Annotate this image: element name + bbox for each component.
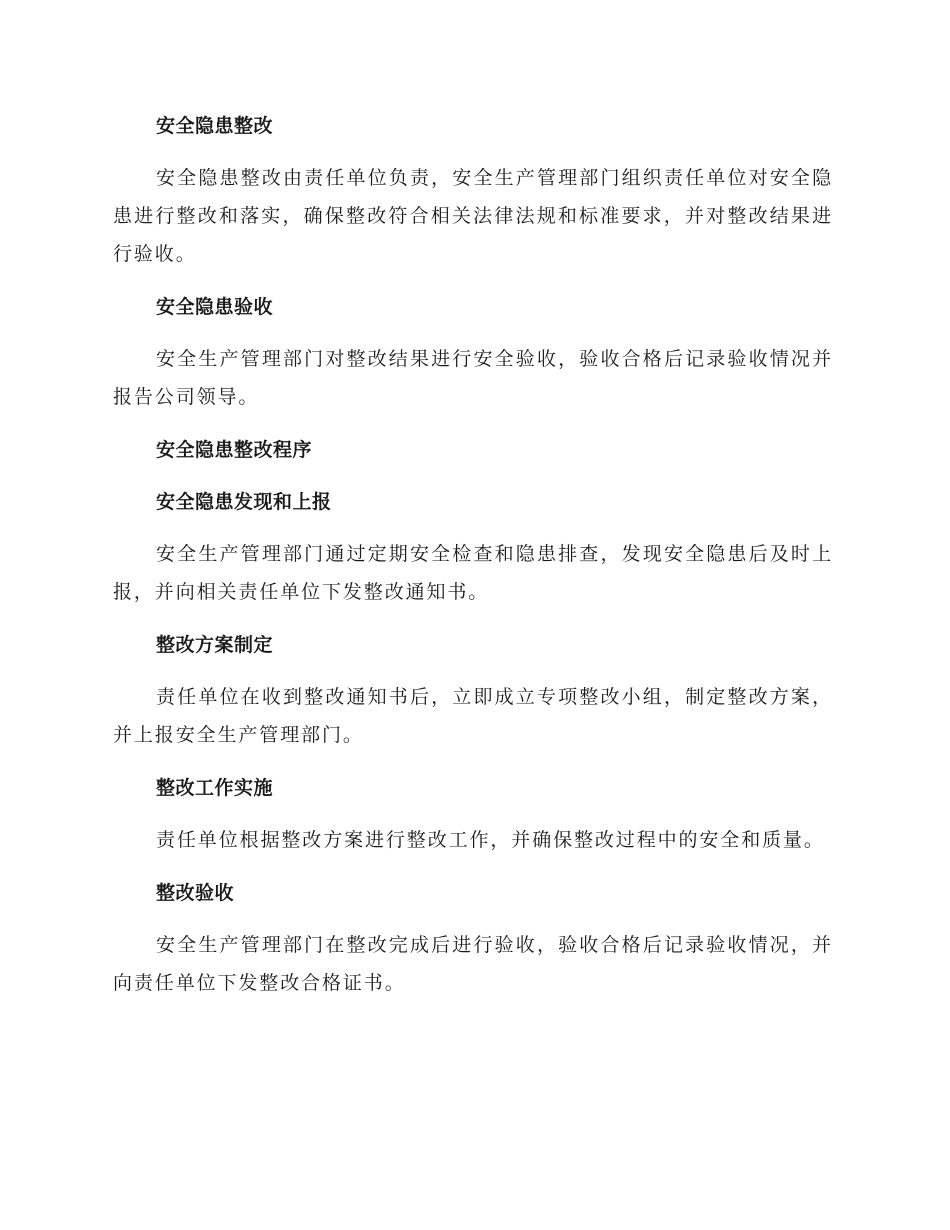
section-heading-discovery-report: 安全隐患发现和上报 [156,491,332,513]
section-heading-implementation: 整改工作实施 [156,777,274,799]
section-paragraph-final-acceptance: 安全生产管理部门在整改完成后进行验收，验收合格后记录验收情况，并向责任单位下发整改合格证书。 [113,934,833,994]
section-paragraph-implementation: 责任单位根据整改方案进行整改工作，并确保整改过程中的安全和质量。 [156,829,825,851]
section-heading-acceptance: 安全隐患验收 [156,296,274,318]
section-heading-rectification: 安全隐患整改 [156,115,274,137]
section-paragraph-rectification: 安全隐患整改由责任单位负责，安全生产管理部门组织责任单位对安全隐患进行整改和落实，确保整改符合相关法律法规和标准要求，并对整改结果进行验收。 [113,167,833,265]
section-heading-final-acceptance: 整改验收 [156,882,235,904]
section-paragraph-discovery-report: 安全生产管理部门通过定期安全检查和隐患排查，发现安全隐患后及时上报，并向相关责任单位下发整改通知书。 [113,543,833,603]
section-paragraph-plan: 责任单位在收到整改通知书后，立即成立专项整改小组，制定整改方案，并上报安全生产管理部门。 [113,686,833,746]
section-paragraph-acceptance: 安全生产管理部门对整改结果进行安全验收，验收合格后记录验收情况并报告公司领导。 [113,348,833,408]
document-body [113,107,833,1017]
section-heading-procedure: 安全隐患整改程序 [156,439,313,461]
section-heading-plan: 整改方案制定 [156,634,274,656]
